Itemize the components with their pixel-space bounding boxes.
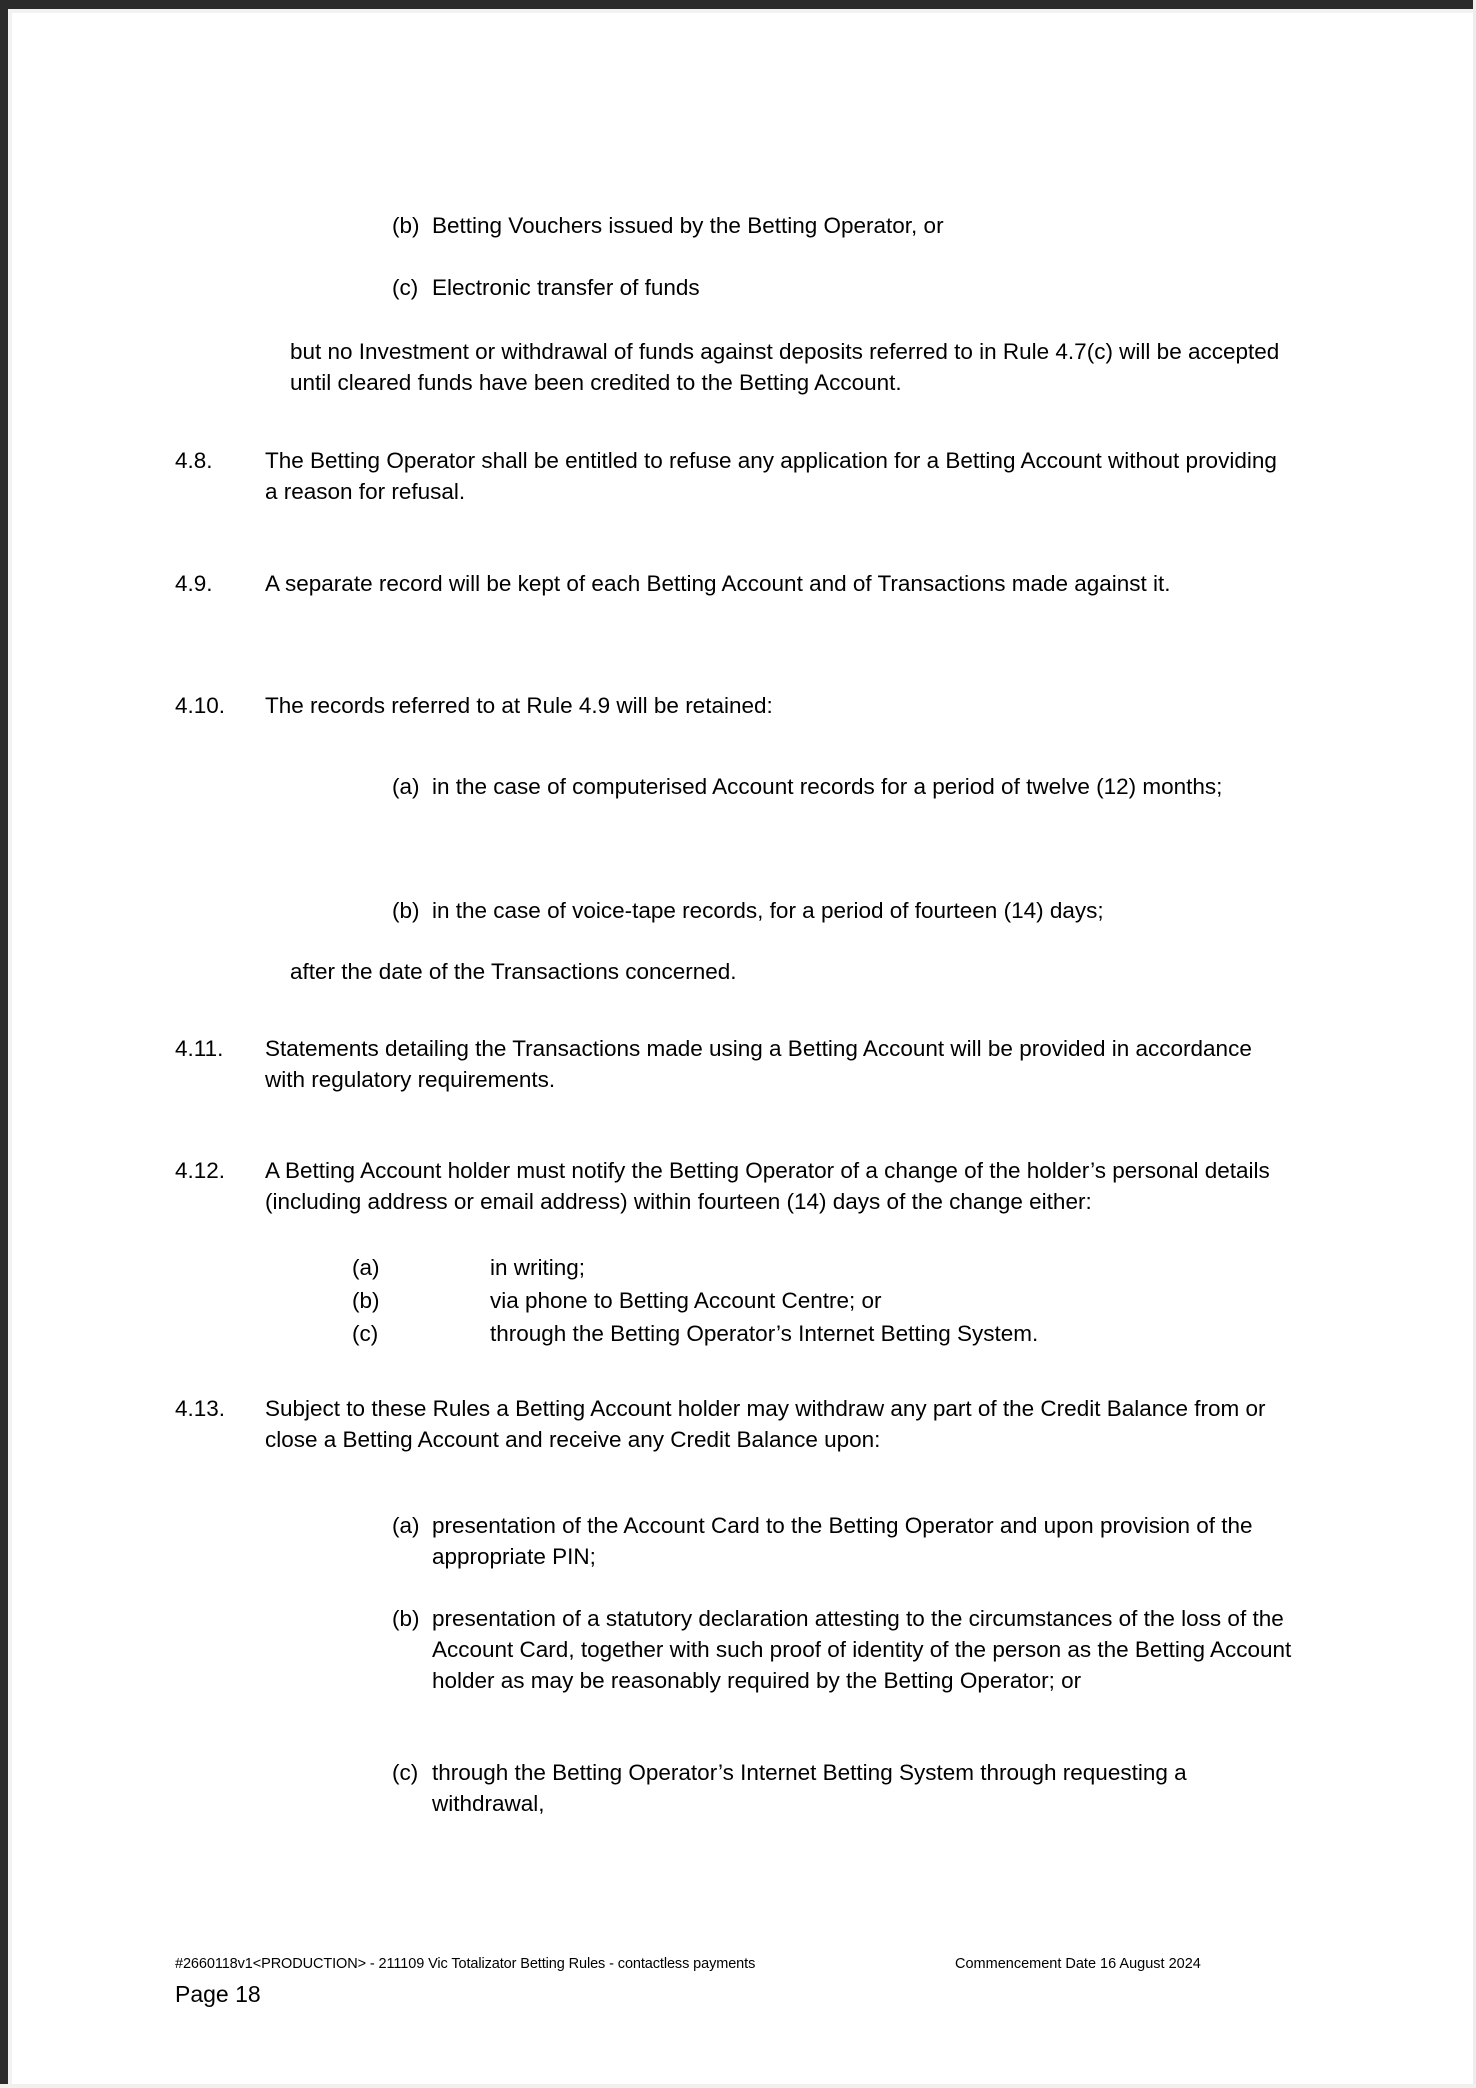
clause-number: 4.8. — [175, 448, 213, 473]
list-item-4-13-c — [392, 1757, 1222, 1819]
list-item-label: (c) — [352, 1321, 379, 1346]
footer-page-number: Page 18 — [175, 1981, 261, 2007]
list-item-label: (b) — [392, 213, 420, 238]
list-item-text: Electronic transfer of funds — [432, 275, 700, 300]
list-item-text: in the case of computerised Account records for a period of twelve (12) months; — [432, 774, 1223, 799]
clause-number: 4.11. — [175, 1036, 224, 1061]
clause-text: The Betting Operator shall be entitled to refuse any application for a Betting Account without providing a reason for refusal. — [265, 448, 1277, 504]
list-item-text: Betting Vouchers issued by the Betting Operator, or — [432, 213, 944, 238]
clause-text: Statements detailing the Transactions made using a Betting Account will be provided in accordance with regulatory requirements. — [265, 1036, 1252, 1092]
clause-text: A separate record will be kept of each Betting Account and of Transactions made against it. — [265, 571, 1171, 596]
list-item-text: in the case of voice-tape records, for a period of fourteen (14) days; — [432, 898, 1104, 923]
list-item-4-10-b — [392, 895, 1302, 926]
list-item-4-7-c — [392, 272, 1292, 303]
clause-number: 4.10. — [175, 693, 226, 718]
clause-4-8 — [175, 445, 1295, 507]
footer-reference: #2660118v1<PRODUCTION> - 211109 Vic Totalizator Betting Rules - contactless payments — [175, 1956, 756, 1972]
clause-number: 4.13. — [175, 1396, 226, 1421]
list-item-4-7-b — [392, 210, 1292, 241]
proviso-4-7: but no Investment or withdrawal of funds against deposits referred to in Rule 4.7(c) will be accepted until cleared funds have been credited to the Betting Account. — [290, 339, 1280, 395]
clause-text: Subject to these Rules a Betting Account holder may withdraw any part of the Credit Balance from or close a Betting Account and receive any Credit Balance upon: — [265, 1396, 1266, 1452]
list-item-text: presentation of the Account Card to the Betting Operator and upon provision of the appropriate PIN; — [432, 1513, 1253, 1569]
clause-4-9 — [175, 568, 1295, 599]
clause-number: 4.9. — [175, 571, 213, 596]
footer-commencement-date: Commencement Date 16 August 2024 — [955, 1956, 1201, 1972]
list-item-4-13-a — [392, 1510, 1282, 1572]
list-item-text: via phone to Betting Account Centre; or — [490, 1288, 882, 1313]
list-item-label: (a) — [392, 774, 420, 799]
clause-text: The records referred to at Rule 4.9 will be retained: — [265, 693, 773, 718]
clause-number: 4.12. — [175, 1158, 226, 1183]
clause-4-11 — [175, 1033, 1295, 1095]
list-item-text: through the Betting Operator’s Internet Betting System. — [490, 1321, 1039, 1346]
list-item-label: (a) — [352, 1255, 380, 1280]
clause-4-12 — [175, 1155, 1300, 1217]
list-item-label: (a) — [392, 1513, 420, 1538]
list-item-4-13-b — [392, 1603, 1312, 1696]
list-item-label: (c) — [392, 275, 419, 300]
list-item-label: (b) — [392, 1606, 420, 1631]
list-item-4-12-c — [352, 1318, 1302, 1349]
list-item-4-10-a — [392, 771, 1302, 802]
clause-text: A Betting Account holder must notify the Betting Operator of a change of the holder’s personal details (including address or email address) within fourteen (14) days of the change either: — [265, 1158, 1270, 1214]
clause-4-13 — [175, 1393, 1300, 1455]
list-item-label: (b) — [352, 1288, 380, 1313]
list-item-label: (b) — [392, 898, 420, 923]
closing-4-10: after the date of the Transactions concerned. — [290, 959, 737, 984]
list-item-text: through the Betting Operator’s Internet Betting System through requesting a withdrawal, — [432, 1760, 1187, 1816]
list-item-4-12-a — [352, 1252, 1302, 1283]
list-item-text: presentation of a statutory declaration attesting to the circumstances of the loss of the Account Card, together with such proof of identity of the person as the Betting Account holder as may be reasonably required by the Betting Operator; or — [432, 1606, 1292, 1693]
clause-4-10 — [175, 690, 1295, 721]
list-item-label: (c) — [392, 1760, 419, 1785]
list-item-4-12-b — [352, 1285, 1302, 1316]
list-item-text: in writing; — [490, 1255, 586, 1280]
